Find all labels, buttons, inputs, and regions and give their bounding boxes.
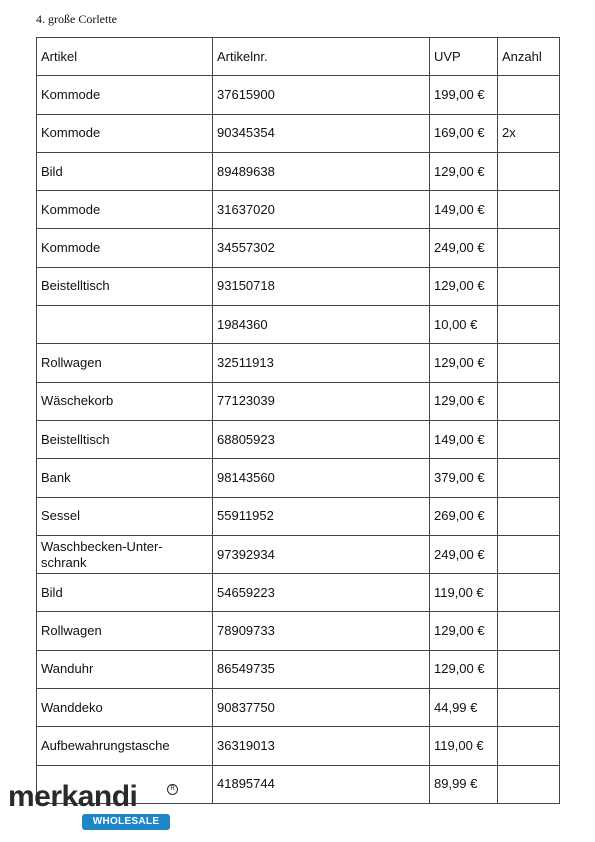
cell-artikel: Kommode <box>37 76 213 114</box>
cell-uvp: 169,00 € <box>430 114 498 152</box>
table-row <box>37 267 560 305</box>
cell-artikelnr: 55911952 <box>213 497 430 535</box>
cell-anzahl <box>498 765 560 803</box>
cell-uvp: 199,00 € <box>430 76 498 114</box>
header-artikelnr: Artikelnr. <box>213 38 430 76</box>
cell-uvp: 129,00 € <box>430 612 498 650</box>
cell-anzahl <box>498 727 560 765</box>
table-header-row <box>37 38 560 76</box>
table-row <box>37 152 560 190</box>
cell-uvp: 44,99 € <box>430 689 498 727</box>
cell-artikelnr: 93150718 <box>213 267 430 305</box>
cell-uvp: 249,00 € <box>430 535 498 573</box>
cell-artikelnr: 36319013 <box>213 727 430 765</box>
cell-artikelnr: 90837750 <box>213 689 430 727</box>
table-row <box>37 574 560 612</box>
table-row <box>37 76 560 114</box>
cell-anzahl <box>498 191 560 229</box>
table-row <box>37 344 560 382</box>
cell-anzahl <box>498 76 560 114</box>
cell-artikel: Sessel <box>37 497 213 535</box>
logo-badge: WHOLESALE <box>82 814 170 830</box>
cell-artikelnr: 77123039 <box>213 382 430 420</box>
cell-artikelnr: 86549735 <box>213 650 430 688</box>
cell-uvp: 10,00 € <box>430 306 498 344</box>
cell-uvp: 149,00 € <box>430 191 498 229</box>
cell-anzahl <box>498 574 560 612</box>
cell-anzahl <box>498 420 560 458</box>
items-table <box>36 37 560 804</box>
cell-uvp: 119,00 € <box>430 574 498 612</box>
cell-artikel: Kommode <box>37 229 213 267</box>
table-row <box>37 727 560 765</box>
table-row <box>37 229 560 267</box>
page-heading: 4. große Corlette <box>36 12 117 26</box>
cell-anzahl: 2x <box>498 114 560 152</box>
merkandi-logo <box>8 780 178 835</box>
cell-artikel: Rollwagen <box>37 344 213 382</box>
cell-artikel: Beistelltisch <box>37 420 213 458</box>
cell-uvp: 129,00 € <box>430 382 498 420</box>
header-artikel: Artikel <box>37 38 213 76</box>
cell-artikelnr: 37615900 <box>213 76 430 114</box>
header-uvp: UVP <box>430 38 498 76</box>
cell-artikel: Kommode <box>37 191 213 229</box>
cell-artikel: Bild <box>37 574 213 612</box>
cell-uvp: 129,00 € <box>430 152 498 190</box>
cell-anzahl <box>498 152 560 190</box>
table-row <box>37 306 560 344</box>
table-row <box>37 459 560 497</box>
cell-artikel: Rollwagen <box>37 612 213 650</box>
cell-uvp: 129,00 € <box>430 267 498 305</box>
cell-artikelnr: 34557302 <box>213 229 430 267</box>
cell-artikelnr: 68805923 <box>213 420 430 458</box>
cell-anzahl <box>498 612 560 650</box>
cell-artikel: Wanddeko <box>37 689 213 727</box>
cell-anzahl <box>498 650 560 688</box>
cell-uvp: 269,00 € <box>430 497 498 535</box>
cell-anzahl <box>498 535 560 573</box>
cell-anzahl <box>498 689 560 727</box>
cell-anzahl <box>498 382 560 420</box>
cell-uvp: 129,00 € <box>430 344 498 382</box>
cell-artikel: Waschbecken-Unter-schrank <box>37 535 213 573</box>
table-row <box>37 650 560 688</box>
cell-artikelnr: 98143560 <box>213 459 430 497</box>
table-row <box>37 535 560 573</box>
cell-artikelnr: 31637020 <box>213 191 430 229</box>
cell-anzahl <box>498 459 560 497</box>
registered-mark-icon: R <box>167 784 178 795</box>
cell-uvp: 149,00 € <box>430 420 498 458</box>
cell-artikel: Bank <box>37 459 213 497</box>
cell-artikel: Wäschekorb <box>37 382 213 420</box>
cell-artikelnr: 78909733 <box>213 612 430 650</box>
cell-anzahl <box>498 229 560 267</box>
cell-uvp: 89,99 € <box>430 765 498 803</box>
cell-artikelnr: 32511913 <box>213 344 430 382</box>
cell-artikelnr: 54659223 <box>213 574 430 612</box>
cell-uvp: 249,00 € <box>430 229 498 267</box>
header-anzahl: Anzahl <box>498 38 560 76</box>
cell-uvp: 129,00 € <box>430 650 498 688</box>
table-row <box>37 114 560 152</box>
cell-artikelnr: 1984360 <box>213 306 430 344</box>
cell-artikel: Kommode <box>37 114 213 152</box>
cell-artikelnr: 90345354 <box>213 114 430 152</box>
cell-uvp: 379,00 € <box>430 459 498 497</box>
cell-anzahl <box>498 267 560 305</box>
cell-artikel: Wanduhr <box>37 650 213 688</box>
logo-wordmark: merkandi <box>8 780 138 813</box>
cell-artikel: Aufbewahrungstasche <box>37 727 213 765</box>
cell-artikelnr: 41895744 <box>213 765 430 803</box>
table-row <box>37 497 560 535</box>
table-row <box>37 191 560 229</box>
table-row <box>37 689 560 727</box>
table-row <box>37 382 560 420</box>
cell-artikel: Bild <box>37 152 213 190</box>
cell-artikelnr: 97392934 <box>213 535 430 573</box>
cell-anzahl <box>498 306 560 344</box>
cell-uvp: 119,00 € <box>430 727 498 765</box>
cell-anzahl <box>498 344 560 382</box>
cell-artikel <box>37 306 213 344</box>
table-row <box>37 420 560 458</box>
cell-artikelnr: 89489638 <box>213 152 430 190</box>
cell-artikel: Beistelltisch <box>37 267 213 305</box>
table-row <box>37 612 560 650</box>
cell-anzahl <box>498 497 560 535</box>
